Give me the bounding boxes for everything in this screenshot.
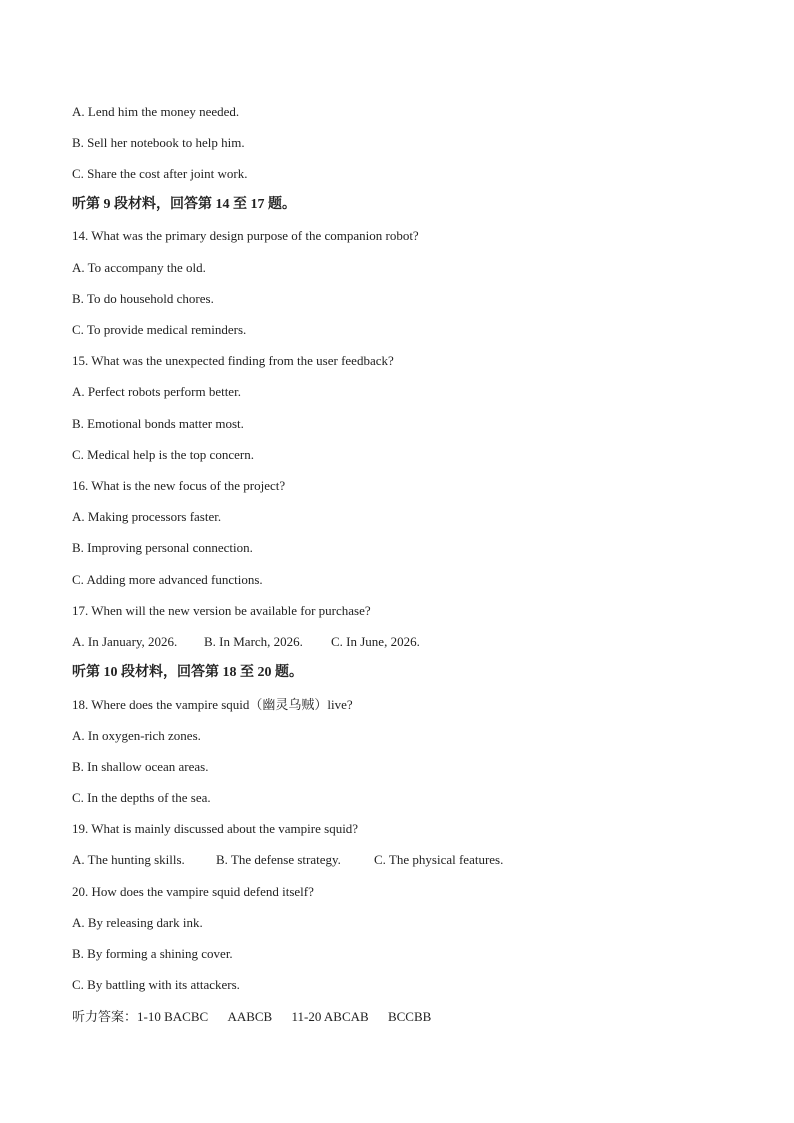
answer-key — [72, 1009, 431, 1025]
q17-option-b: B. In March, 2026. — [204, 634, 303, 649]
q19-options-row — [72, 852, 503, 868]
q13-option-a: A. Lend him the money needed. — [72, 104, 240, 119]
answer-part1-a: BACBC — [164, 1009, 209, 1024]
q14-option-b: B. To do household chores. — [72, 291, 214, 306]
section9-heading: 听第 9 段材料，回答第 14 至 17 题。 — [72, 197, 296, 212]
q17-option-a: A. In January, 2026. — [72, 634, 178, 649]
q14-option-c: C. To provide medical reminders. — [72, 322, 247, 337]
q14-option-a: A. To accompany the old. — [72, 260, 206, 275]
q17-options-row — [72, 634, 420, 650]
q16-stem: 16. What is the new focus of the project? — [72, 478, 286, 493]
answer-part1-range: 1-10 — [137, 1009, 161, 1024]
q20-stem: 20. How does the vampire squid defend itself? — [72, 884, 314, 899]
answer-part1-b: AABCB — [227, 1009, 273, 1024]
q18-stem: 18. Where does the vampire squid（幽灵乌贼）live? — [72, 697, 353, 712]
q16-option-c: C. Adding more advanced functions. — [72, 572, 263, 587]
document-page — [72, 0, 732, 1123]
q13-option-b: B. Sell her notebook to help him. — [72, 135, 245, 150]
q19-option-a: A. The hunting skills. — [72, 852, 185, 867]
q20-option-b: B. By forming a shining cover. — [72, 946, 233, 961]
answer-part2-b: BCCBB — [387, 1009, 432, 1024]
q17-stem: 17. When will the new version be available for purchase? — [72, 603, 371, 618]
q16-option-b: B. Improving personal connection. — [72, 540, 253, 555]
q18-option-a: A. In oxygen-rich zones. — [72, 728, 201, 743]
section10-heading: 听第 10 段材料，回答第 18 至 20 题。 — [72, 665, 303, 680]
q20-option-a: A. By releasing dark ink. — [72, 915, 203, 930]
q16-option-a: A. Making processors faster. — [72, 509, 222, 524]
q17-option-c: C. In June, 2026. — [331, 634, 420, 649]
q13-option-c: C. Share the cost after joint work. — [72, 166, 248, 181]
q19-stem: 19. What is mainly discussed about the vampire squid? — [72, 821, 359, 836]
q20-option-c: C. By battling with its attackers. — [72, 977, 240, 992]
q15-option-a: A. Perfect robots perform better. — [72, 384, 241, 399]
q15-option-b: B. Emotional bonds matter most. — [72, 416, 244, 431]
q15-stem: 15. What was the unexpected finding from the user feedback? — [72, 353, 394, 368]
q18-option-b: B. In shallow ocean areas. — [72, 759, 209, 774]
answer-part2-a: ABCAB — [323, 1009, 369, 1024]
q14-stem: 14. What was the primary design purpose of the companion robot? — [72, 228, 419, 243]
answer-part2-range: 11-20 — [291, 1009, 322, 1024]
q18-option-c: C. In the depths of the sea. — [72, 790, 211, 805]
q19-option-b: B. The defense strategy. — [216, 852, 341, 867]
q15-option-c: C. Medical help is the top concern. — [72, 447, 254, 462]
answer-key-label: 听力答案： — [72, 1009, 138, 1024]
q19-option-c: C. The physical features. — [374, 852, 504, 867]
